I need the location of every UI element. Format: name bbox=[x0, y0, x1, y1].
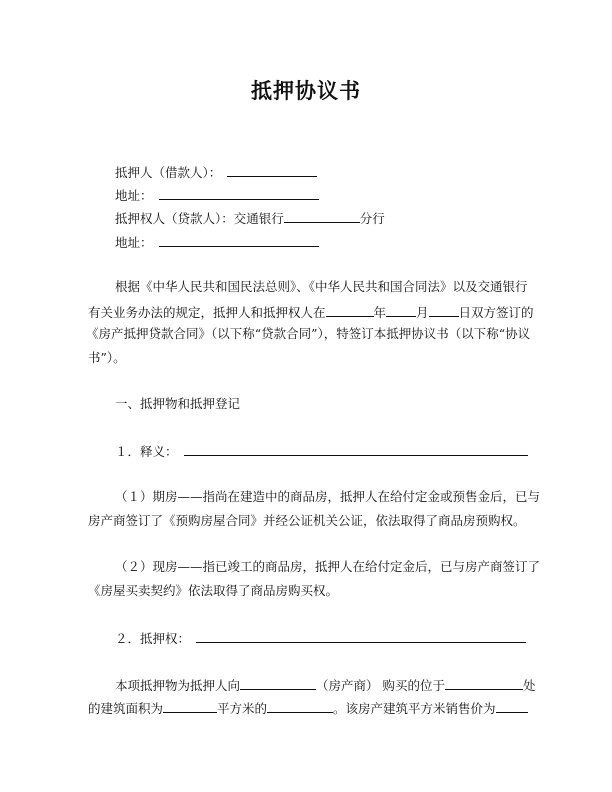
collateral-line-2 bbox=[88, 699, 528, 717]
collateral-text-c: 处 bbox=[523, 678, 536, 693]
address-line-1 bbox=[115, 186, 319, 204]
preamble-line-2 bbox=[88, 303, 534, 321]
mortgagee-label: 抵押权人（贷款人）：交通银行 bbox=[115, 211, 284, 226]
document-title: 抵押协议书 bbox=[251, 79, 361, 103]
mortgage-right-label: ２．抵押权： bbox=[115, 631, 191, 646]
futures-house-line-2: 房产商签订了《预购房屋合同》并经公证机关公证，依法取得了商品房预购权。 bbox=[88, 513, 526, 528]
address-label-1: 地址： bbox=[115, 188, 153, 203]
existing-house-line-1: （２）现房——指已竣工的商品房，抵押人在给付定金后，已与房产商签订了 bbox=[115, 559, 541, 574]
address-line-2 bbox=[115, 233, 319, 251]
mortgagor-line bbox=[115, 163, 317, 181]
section-1-heading: 一、抵押物和抵押登记 bbox=[115, 396, 241, 411]
collateral-line-1 bbox=[115, 676, 536, 694]
preamble-line-2-text: 有关业务办法的规定，抵押人和抵押权人在 bbox=[88, 305, 326, 320]
mortgagor-blank bbox=[227, 163, 317, 177]
day-blank bbox=[429, 303, 459, 317]
mortgage-right-blank bbox=[196, 629, 526, 643]
preamble-line-2-end: 日双方签订的 bbox=[458, 305, 534, 320]
month-blank bbox=[386, 303, 416, 317]
mortgagee-line bbox=[115, 209, 385, 227]
area-blank bbox=[163, 699, 217, 713]
mortgage-right-line bbox=[115, 629, 526, 647]
month-label: 月 bbox=[416, 305, 429, 320]
preamble-line-1: 根据《中华人民共和国民法总则》、《中华人民共和国合同法》以及交通银行 bbox=[115, 279, 528, 294]
address-blank-1 bbox=[159, 186, 319, 200]
definition-label: １．释义： bbox=[115, 444, 178, 459]
address-blank-2 bbox=[159, 233, 319, 247]
branch-suffix: 分行 bbox=[359, 211, 385, 226]
definition-line bbox=[115, 442, 528, 460]
definition-blank bbox=[184, 442, 528, 456]
year-blank bbox=[326, 303, 374, 317]
year-label: 年 bbox=[373, 305, 387, 320]
area-text-a: 的建筑面积为 bbox=[88, 701, 164, 716]
futures-house-line-1: （１）期房——指尚在建造中的商品房，抵押人在给付定金或预售金后，已与 bbox=[115, 489, 541, 504]
developer-blank bbox=[240, 676, 316, 690]
preamble-line-4: 书”）。 bbox=[88, 350, 126, 365]
area-text-c: 。该房产建筑平方米销售价为 bbox=[333, 701, 496, 716]
mortgagor-label: 抵押人（借款人）： bbox=[115, 165, 222, 180]
location-blank bbox=[445, 676, 523, 690]
collateral-text-b: （房产商） 购买的位于 bbox=[316, 678, 445, 693]
price-blank bbox=[496, 699, 528, 713]
existing-house-line-2: 《房屋买卖契约》依法取得了商品房购买权。 bbox=[88, 583, 339, 598]
area-text-b: 平方米的 bbox=[217, 701, 268, 716]
preamble-line-3: 《房产抵押贷款合同》（以下称“贷款合同”），特签订本抵押协议书（以下称“协议 bbox=[86, 326, 531, 341]
collateral-text-a: 本项抵押物为抵押人向 bbox=[115, 678, 241, 693]
branch-blank bbox=[284, 209, 360, 223]
property-blank bbox=[267, 699, 333, 713]
address-label-2: 地址： bbox=[115, 235, 153, 250]
